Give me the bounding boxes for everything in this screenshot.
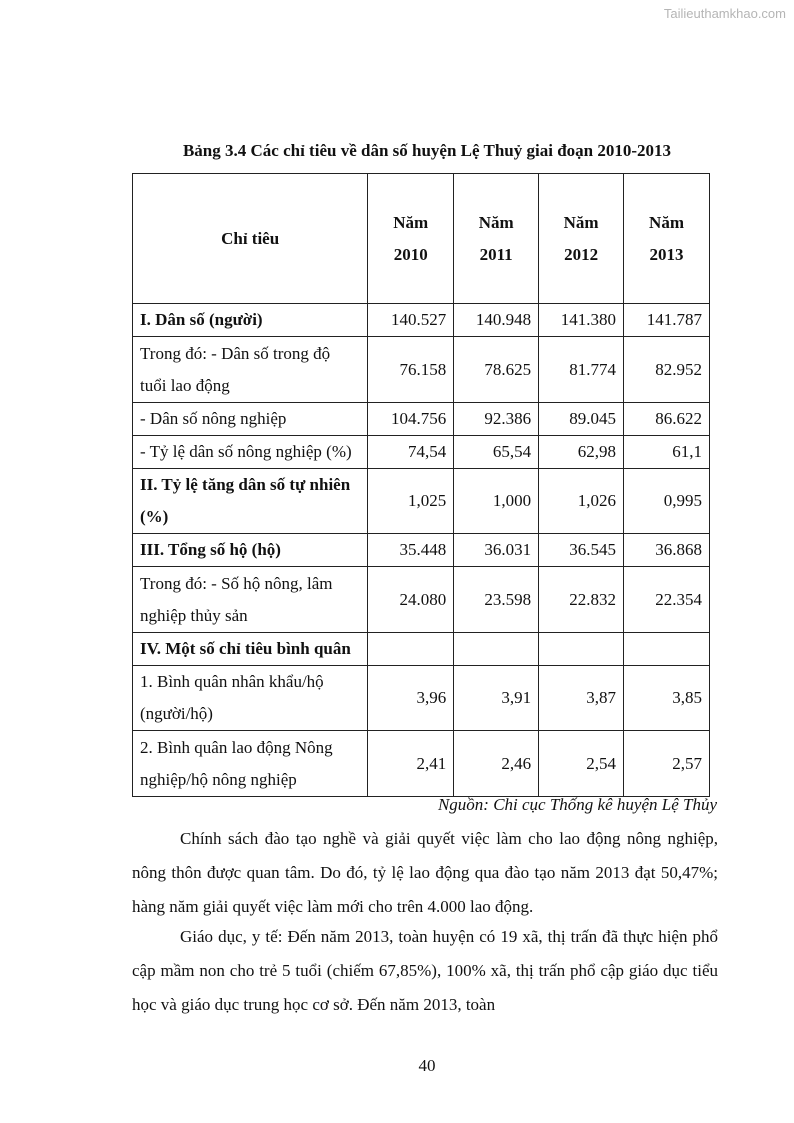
header-year-2011: Năm 2011 bbox=[454, 174, 539, 304]
cell-value bbox=[539, 633, 624, 666]
row-label: - Dân số nông nghiệp bbox=[133, 403, 368, 436]
cell-value: 2,46 bbox=[454, 731, 539, 797]
cell-value bbox=[624, 633, 710, 666]
cell-value: 22.832 bbox=[539, 567, 624, 633]
table-row bbox=[133, 304, 710, 337]
cell-value: 23.598 bbox=[454, 567, 539, 633]
paragraph-training: Chính sách đào tạo nghề và giải quyết việc làm cho lao động nông nghiệp, nông thôn được quan tâm. Do đó, tỷ lệ lao động qua đào tạo năm 2013 đạt 50,47%; hàng năm giải quyết việc làm mới cho trên 4.000 lao động. bbox=[132, 829, 718, 916]
cell-value: 3,96 bbox=[368, 666, 454, 731]
population-table bbox=[132, 173, 710, 797]
header-year-2012: Năm 2012 bbox=[539, 174, 624, 304]
table-row bbox=[133, 567, 710, 633]
cell-value: 22.354 bbox=[624, 567, 710, 633]
table-source-note: Nguồn: Chi cục Thống kê huyện Lệ Thủy bbox=[437, 795, 717, 814]
cell-value bbox=[454, 633, 539, 666]
cell-value: 0,995 bbox=[624, 469, 710, 534]
row-label: - Tỷ lệ dân số nông nghiệp (%) bbox=[133, 436, 368, 469]
cell-value: 35.448 bbox=[368, 534, 454, 567]
cell-value: 81.774 bbox=[539, 337, 624, 403]
cell-value: 61,1 bbox=[624, 436, 710, 469]
table-row bbox=[133, 731, 710, 797]
cell-value: 141.380 bbox=[539, 304, 624, 337]
page-number: 40 bbox=[418, 1056, 436, 1075]
table-row bbox=[133, 337, 710, 403]
cell-value: 24.080 bbox=[368, 567, 454, 633]
cell-value bbox=[368, 633, 454, 666]
row-label: Trong đó: - Dân số trong độ tuổi lao động bbox=[133, 337, 368, 403]
cell-value: 2,54 bbox=[539, 731, 624, 797]
row-label: 1. Bình quân nhân khẩu/hộ (người/hộ) bbox=[133, 666, 368, 731]
table-title: Bảng 3.4 Các chỉ tiêu về dân số huyện Lệ Thuỷ giai đoạn 2010-2013 bbox=[182, 141, 672, 160]
cell-value: 1,025 bbox=[368, 469, 454, 534]
cell-value: 76.158 bbox=[368, 337, 454, 403]
watermark: Tailieuthamkhao.com bbox=[663, 6, 786, 21]
cell-value: 74,54 bbox=[368, 436, 454, 469]
row-label: 2. Bình quân lao động Nông nghiệp/hộ nông nghiệp bbox=[133, 731, 368, 797]
cell-value: 2,41 bbox=[368, 731, 454, 797]
cell-value: 1,026 bbox=[539, 469, 624, 534]
row-label: Trong đó: - Số hộ nông, lâm nghiệp thủy sản bbox=[133, 567, 368, 633]
table-row bbox=[133, 469, 710, 534]
cell-value: 86.622 bbox=[624, 403, 710, 436]
cell-value: 78.625 bbox=[454, 337, 539, 403]
row-label: II. Tỷ lệ tăng dân số tự nhiên (%) bbox=[133, 469, 368, 534]
table-row bbox=[133, 633, 710, 666]
cell-value: 92.386 bbox=[454, 403, 539, 436]
table-row bbox=[133, 534, 710, 567]
cell-value: 2,57 bbox=[624, 731, 710, 797]
cell-value: 3,87 bbox=[539, 666, 624, 731]
cell-value: 82.952 bbox=[624, 337, 710, 403]
cell-value: 141.787 bbox=[624, 304, 710, 337]
header-year-2013: Năm 2013 bbox=[624, 174, 710, 304]
cell-value: 3,85 bbox=[624, 666, 710, 731]
cell-value: 36.868 bbox=[624, 534, 710, 567]
cell-value: 1,000 bbox=[454, 469, 539, 534]
cell-value: 140.948 bbox=[454, 304, 539, 337]
cell-value: 36.545 bbox=[539, 534, 624, 567]
table-header-row bbox=[133, 174, 710, 304]
cell-value: 36.031 bbox=[454, 534, 539, 567]
table-row bbox=[133, 436, 710, 469]
header-year-2010: Năm 2010 bbox=[368, 174, 454, 304]
paragraph-education: Giáo dục, y tế: Đến năm 2013, toàn huyện có 19 xã, thị trấn đã thực hiện phổ cập mầm non cho trẻ 5 tuổi (chiếm 67,85%), 100% xã, thị trấn phổ cập giáo dục tiểu học và giáo dục trung học cơ sở. Đến năm 2013, toàn bbox=[132, 927, 718, 1014]
row-label: IV. Một số chỉ tiêu bình quân bbox=[133, 633, 368, 666]
cell-value: 104.756 bbox=[368, 403, 454, 436]
cell-value: 89.045 bbox=[539, 403, 624, 436]
header-label: Chỉ tiêu bbox=[133, 174, 368, 304]
row-label: I. Dân số (người) bbox=[133, 304, 368, 337]
cell-value: 62,98 bbox=[539, 436, 624, 469]
cell-value: 3,91 bbox=[454, 666, 539, 731]
table-row bbox=[133, 666, 710, 731]
cell-value: 65,54 bbox=[454, 436, 539, 469]
cell-value: 140.527 bbox=[368, 304, 454, 337]
table-row bbox=[133, 403, 710, 436]
row-label: III. Tổng số hộ (hộ) bbox=[133, 534, 368, 567]
